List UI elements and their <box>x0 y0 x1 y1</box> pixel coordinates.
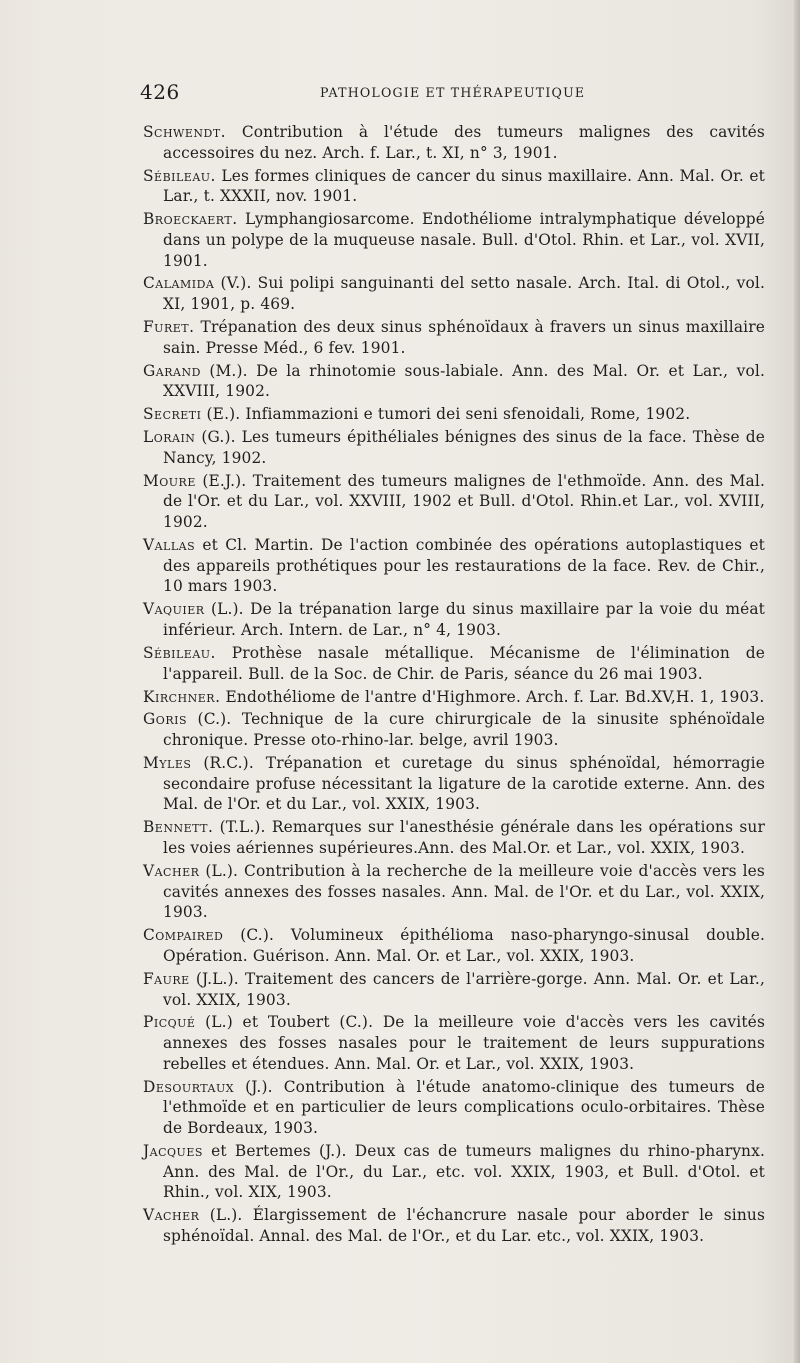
entry-text: Contribution à l'étude des tumeurs malignes des cavités accessoires du nez. Arch. f. Lar., t. XI, n° 3, 1901. <box>163 123 765 162</box>
entry-text: (E.J.). Traitement des tumeurs malignes de l'ethmoïde. Ann. des Mal. de l'Or. et du Lar., vol. XXVIII, 1902 et Bull. d'Otol. Rhin.et Lar., vol. XVIII, 1902. <box>163 471 765 532</box>
entry-author: Broeckaert. <box>143 210 238 229</box>
entry-author: Garand <box>143 361 201 380</box>
entry-text: Les formes cliniques de cancer du sinus maxillaire. Ann. Mal. Or. et Lar., t. XXXII, nov. 1901. <box>163 166 765 206</box>
bibliography-entry <box>143 361 765 402</box>
bibliography-entry <box>143 471 765 533</box>
entry-text: (E.). Infiammazioni e tumori dei seni sfenoidali, Rome, 1902. <box>201 405 691 424</box>
entry-author: Vaquier <box>143 600 205 619</box>
entry-text: Endothéliome de l'antre d'Highmore. Arch. f. Lar. Bd.XV,H. 1, 1903. <box>220 687 765 706</box>
entry-text: Prothèse nasale métallique. Mécanisme de l'élimination de l'appareil. Bull. de la Soc. de Chir. de Paris, séance du 26 mai 1903. <box>163 643 765 683</box>
bibliography-entry <box>143 535 765 597</box>
bibliography-list <box>143 122 765 1249</box>
entry-author: Sébileau. <box>143 643 216 662</box>
entry-author: Vacher <box>143 1206 200 1225</box>
entry-author: Bennett. <box>143 818 214 837</box>
entry-text: Lymphangiosarcome. Endothéliome intralymphatique développé dans un polype de la muqueuse nasale. Bull. d'Otol. Rhin. et Lar., vol. XVII, 1901. <box>163 210 765 270</box>
bibliography-entry <box>143 166 765 207</box>
entry-author: Schwendt. <box>143 123 227 141</box>
entry-text: (L.). De la trépanation large du sinus maxillaire par la voie du méat inférieur. Arch. Intern. de Lar., n° 4, 1903. <box>163 600 765 640</box>
entry-author: Vacher <box>143 861 200 880</box>
bibliography-entry <box>143 1141 765 1203</box>
entry-author: Goris <box>143 710 187 729</box>
entry-author: Moure <box>143 471 196 490</box>
entry-text: (C.). Volumineux épithélioma naso-pharyngo-sinusal double. Opération. Guérison. Ann. Mal. Or. et Lar., vol. XXIX, 1903. <box>163 926 765 965</box>
entry-author: Compaired <box>143 926 224 945</box>
bibliography-entry <box>143 687 765 708</box>
entry-author: Jacques <box>143 1141 203 1160</box>
entry-text: (L.). Contribution à la recherche de la meilleure voie d'accès vers les cavités annexes des fosses nasales. Ann. Mal. de l'Or. et du Lar., vol. XXIX, 1903. <box>163 861 765 922</box>
bibliography-entry <box>143 643 765 684</box>
running-title: PATHOLOGIE ET THÉRAPEUTIQUE <box>320 85 586 100</box>
entry-text: (J.L.). Traitement des cancers de l'arrière-gorge. Ann. Mal. Or. et Lar., vol. XXIX, 1903. <box>163 969 765 1009</box>
entry-author: Calamida <box>143 274 215 293</box>
bibliography-entry <box>143 317 765 358</box>
entry-text: (C.). Technique de la cure chirurgicale de la sinusite sphénoïdale chronique. Presse oto-rhino-lar. belge, avril 1903. <box>163 710 765 750</box>
entry-text: (T.L.). Remarques sur l'anesthésie générale dans les opérations sur les voies aériennes supérieures.Ann. des Mal.Or. et Lar., vol. XXIX, 1903. <box>163 818 765 858</box>
bibliography-entry <box>143 209 765 271</box>
bibliography-entry <box>143 969 765 1010</box>
page-header <box>140 80 765 106</box>
bibliography-entry <box>143 1077 765 1139</box>
bibliography-entry <box>143 817 765 858</box>
entry-author: Myles <box>143 754 192 773</box>
bibliography-entry <box>143 709 765 750</box>
entry-author: Sébileau. <box>143 166 216 185</box>
entry-text: (M.). De la rhinotomie sous-labiale. Ann. des Mal. Or. et Lar., vol. XXVIII, 1902. <box>163 361 765 401</box>
entry-author: Kirchner. <box>143 687 221 706</box>
entry-author: Picqué <box>143 1013 196 1032</box>
entry-author: Lorain <box>143 428 196 447</box>
bibliography-entry <box>143 1012 765 1074</box>
entry-text: (J.). Contribution à l'étude anatomo-clinique des tumeurs de l'ethmoïde et en particulier de leurs complications oculo-orbitaires. Thèse de Bordeaux, 1903. <box>163 1077 765 1138</box>
bibliography-entry <box>143 753 765 815</box>
entry-author: Secreti <box>143 405 202 424</box>
bibliography-entry <box>143 599 765 640</box>
entry-text: Trépanation des deux sinus sphénoïdaux à fravers un sinus maxillaire sain. Presse Méd., 6 fev. 1901. <box>163 318 765 357</box>
entry-text: (G.). Les tumeurs épithéliales bénignes des sinus de la face. Thèse de Nancy, 1902. <box>163 428 765 467</box>
bibliography-entry <box>143 273 765 314</box>
page-number: 426 <box>140 80 180 104</box>
bibliography-entry <box>143 861 765 923</box>
bibliography-entry <box>143 1205 765 1246</box>
entry-text: (L.). Élargissement de l'échancrure nasale pour aborder le sinus sphénoïdal. Annal. des Mal. de l'Or., et du Lar. etc., vol. XXIX, 1903. <box>163 1206 765 1245</box>
entry-text: (R.C.). Trépanation et curetage du sinus sphénoïdal, hémorragie secondaire profuse nécessitant la ligature de la carotide externe. Ann. des Mal. de l'Or. et du Lar., vol. XXIX, 1903. <box>163 754 765 814</box>
entry-author: Furet. <box>143 318 195 337</box>
bibliography-entry <box>143 404 765 425</box>
bibliography-entry <box>143 925 765 966</box>
page-edge-shadow <box>794 0 800 1363</box>
entry-text: et Bertemes (J.). Deux cas de tumeurs malignes du rhino-pharynx. Ann. des Mal. de l'Or., du Lar., etc. vol. XXIX, 1903, et Bull. d'Otol. et Rhin., vol. XIX, 1903. <box>163 1141 765 1202</box>
entry-author: Vallas <box>143 536 196 555</box>
entry-text: (L.) et Toubert (C.). De la meilleure voie d'accès vers les cavités annexes des fosses nasales pour le traitement de leurs suppurations rebelles et étendues. Ann. Mal. Or. et Lar., vol. XXIX, 1903. <box>163 1013 765 1073</box>
entry-author: Faure <box>143 969 190 988</box>
entry-text: (V.). Sui polipi sanguinanti del setto nasale. Arch. Ital. di Otol., vol. XI, 1901, p. 469. <box>163 274 765 314</box>
bibliography-entry <box>143 427 765 468</box>
entry-text: et Cl. Martin. De l'action combinée des opérations autoplastiques et des appareils prothétiques pour les restaurations de la face. Rev. de Chir., 10 mars 1903. <box>163 536 765 596</box>
entry-author: Desourtaux <box>143 1077 235 1096</box>
bibliography-entry <box>143 122 765 163</box>
